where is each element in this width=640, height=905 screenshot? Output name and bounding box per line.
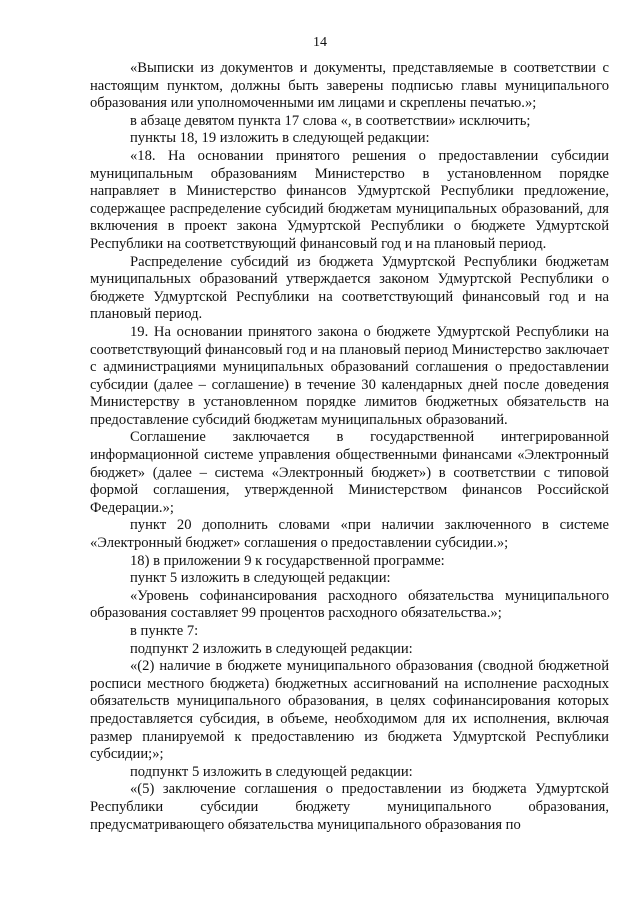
paragraph-item-18: «18. На основании принятого решения о предоставлении субсидии муниципальным образованиям Министерство в установленном порядке направляет в Министерство финансов Удмуртской Республики предложение, содержащее распределение субсидий бюджетам муниципальных образований, для включения в проект закона Удмуртской Республики о бюджете Удмуртской Республики на соответствующий финансовый год и на плановый период. <box>90 147 609 252</box>
paragraph-subitem-2-intro: подпункт 2 изложить в следующей редакции: <box>130 640 413 657</box>
paragraph-item-19: 19. На основании принятого закона о бюджете Удмуртской Республики на соответствующий финансовый год и на плановый период Министерство заключает с администрациями муниципальных образований соглашения о предоставлении субсидии (далее – соглашение) в течение 30 календарных дней после доведения Министерству в установленном порядке лимитов бюджетных обязательств на предоставление субсидий бюджетам муниципальных образований. <box>90 323 609 428</box>
paragraph-items-18-19-intro: пункты 18, 19 изложить в следующей редакции: <box>130 130 430 147</box>
paragraph-item-5-intro: пункт 5 изложить в следующей редакции: <box>130 570 391 587</box>
paragraph-item-17-edit: в абзаце девятом пункта 17 слова «, в соответствии» исключить; <box>130 112 531 129</box>
paragraph-subitem-5: «(5) заключение соглашения о предоставлении из бюджета Удмуртской Республики субсидии бюджету муниципального образования, предусматривающего обязательства муниципального образования по <box>90 781 609 833</box>
paragraph-subitem-5-intro: подпункт 5 изложить в следующей редакции: <box>130 763 413 780</box>
paragraph-distribution: Распределение субсидий из бюджета Удмуртской Республики бюджетам муниципальных образований утверждается законом Удмуртской Республики о бюджете Удмуртской Республики на соответствующий финансовый год и на плановый период. <box>90 253 609 323</box>
page-number: 14 <box>313 35 327 50</box>
document-body <box>90 60 609 834</box>
paragraph-subitem-2: «(2) наличие в бюджете муниципального образования (сводной бюджетной росписи местного бюджета) бюджетных ассигнований на исполнение расходных обязательств муниципального образования, в целях софинансирования которых предоставляется субсидия, в объеме, необходимом для их исполнения, включая размер планируемой к предоставлению из бюджета Удмуртской Республики субсидии;»; <box>90 658 609 763</box>
paragraph-appendix-9: 18) в приложении 9 к государственной программе: <box>130 552 445 569</box>
paragraph-agreement: Соглашение заключается в государственной интегрированной информационной системе управления общественными финансами «Электронный бюджет» (далее – система «Электронный бюджет») в соответствии с типовой формой соглашения, утвержденной Министерством финансов Российской Федерации.»; <box>90 429 609 516</box>
paragraph-certification: «Выписки из документов и документы, представляемые в соответствии с настоящим пунктом, должны быть заверены подписью главы муниципального образования или уполномоченными им лицами и скреплены печатью.»; <box>90 60 609 112</box>
paragraph-item-20: пункт 20 дополнить словами «при наличии заключенного в системе «Электронный бюджет» соглашения о предоставлении субсидии.»; <box>90 517 609 552</box>
paragraph-cofinancing-level: «Уровень софинансирования расходного обязательства муниципального образования составляет 99 процентов расходного обязательства.»; <box>90 587 609 622</box>
paragraph-item-7-intro: в пункте 7: <box>130 623 199 639</box>
